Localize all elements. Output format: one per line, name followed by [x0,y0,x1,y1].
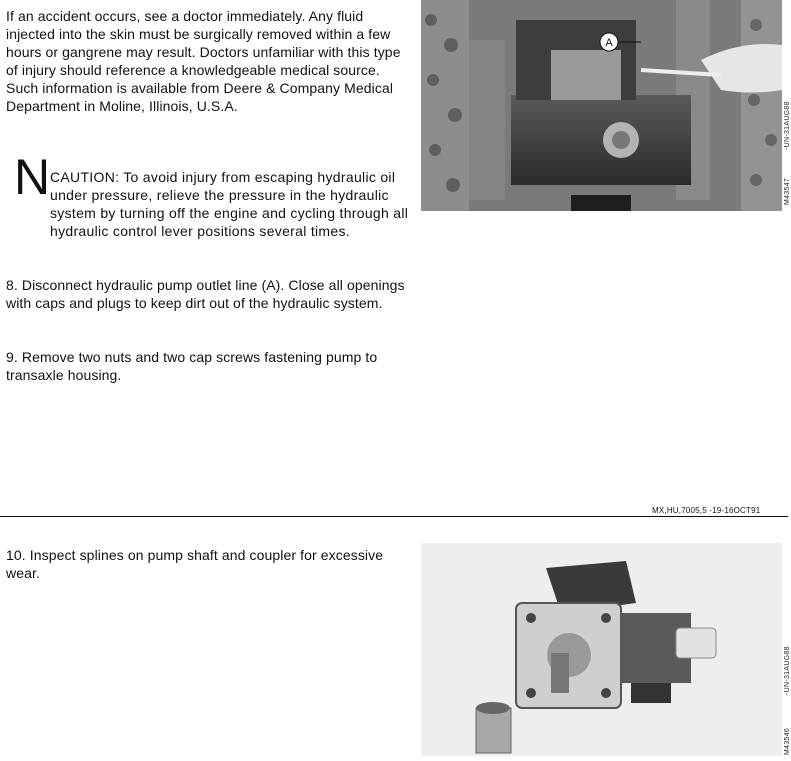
pump-photo-illustration [421,0,782,211]
pump-coupler-illustration [421,543,782,756]
step-9: 9. Remove two nuts and two cap screws fastening pump to transaxle housing. [6,349,378,383]
pump-outlet-line-photo [421,0,782,211]
intro-paragraph: If an accident occurs, see a doctor immediately. Any fluid injected into the skin must be surgically removed within a few hours or gangrene may result. Doctors unfamiliar with this type of injury should reference a knowledgeable medical source. Such information is available from Deere & Company Medical Department in Moline, Illinois, U.S.A. [6,8,401,114]
photo-code-date-2: -UN-31AUG88 [784,646,791,695]
pump-coupler-photo [421,543,782,756]
reference-code: MX,HU,7005,5 -19-16OCT91 [652,506,761,515]
photo-code-m43547: M43547 [784,177,791,205]
section-divider [0,516,788,517]
caution-text: CAUTION: To avoid injury from escaping hydraulic oil under pressure, relieve the pressure in the hydraulic system by turning off the engine and cycling through all hydraulic control lever positions several times. [50,169,409,239]
callout-a-label: A [605,37,613,49]
photo-code-m43546: M43546 [784,727,791,755]
photo-code-date-1: -UN-31AUG88 [784,101,791,150]
caution-initial: N [14,149,51,205]
step-8: 8. Disconnect hydraulic pump outlet line (A). Close all openings with caps and plugs to keep dirt out of the hydraulic system. [6,277,405,311]
step-10: 10. Inspect splines on pump shaft and coupler for excessive wear. [6,547,384,581]
